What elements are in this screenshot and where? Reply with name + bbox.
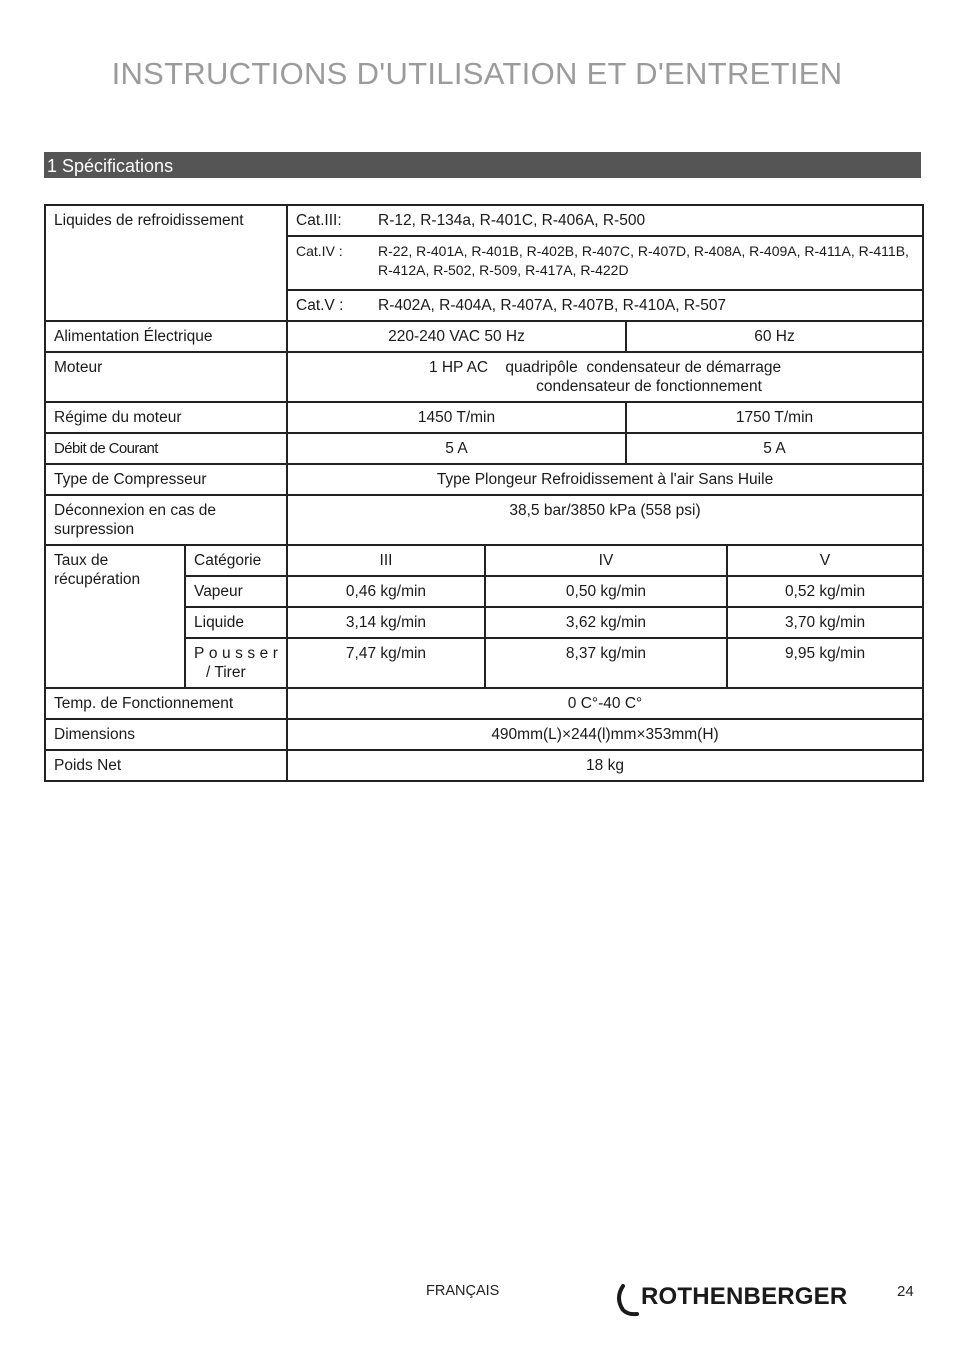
page-title: INSTRUCTIONS D'UTILISATION ET D'ENTRETIEN — [111, 56, 843, 91]
recovery-liquid-c4: 3,62 kg/min — [485, 607, 727, 638]
table-row — [45, 719, 923, 750]
power-60hz: 60 Hz — [626, 321, 923, 352]
recovery-vapor-c3: 0,46 kg/min — [287, 576, 485, 607]
speed-50hz: 1450 T/min — [287, 402, 626, 433]
recovery-header-label: Catégorie — [185, 545, 287, 576]
recovery-liquid-c5: 3,70 kg/min — [727, 607, 923, 638]
row-label-dimensions: Dimensions — [45, 719, 287, 750]
recovery-vapor-c5: 0,52 kg/min — [727, 576, 923, 607]
cat4-name: Cat.IV : — [296, 243, 343, 259]
table-row — [45, 402, 923, 433]
table-row — [45, 205, 923, 236]
row-label-cutoff: Déconnexion en cas de surpression — [45, 495, 287, 545]
recovery-vapor-c4: 0,50 kg/min — [485, 576, 727, 607]
row-label-temperature: Temp. de Fonctionnement — [45, 688, 287, 719]
logo-arc-icon — [613, 1280, 643, 1320]
row-label-weight: Poids Net — [45, 750, 287, 781]
row-label-motor: Moteur — [45, 352, 287, 402]
cat5-name: Cat.V : — [296, 297, 344, 314]
current-50hz: 5 A — [287, 433, 626, 464]
footer-language: FRANÇAIS — [426, 1283, 500, 1299]
recovery-pushpull-c5: 9,95 kg/min — [727, 638, 923, 688]
page-number: 24 — [897, 1283, 914, 1300]
cutoff-value: 38,5 bar/3850 kPa (558 psi) — [287, 495, 923, 545]
recovery-liquid-c3: 3,14 kg/min — [287, 607, 485, 638]
row-label-power: Alimentation Électrique — [45, 321, 287, 352]
weight-value: 18 kg — [287, 750, 923, 781]
motor-line-2: condensateur de fonctionnement — [536, 378, 762, 395]
table-row — [45, 495, 923, 545]
section-heading: 1 Spécifications — [44, 152, 921, 178]
speed-60hz: 1750 T/min — [626, 402, 923, 433]
cat5-list: R-402A, R-404A, R-407A, R-407B, R-410A, R-507 — [378, 297, 727, 314]
table-row — [45, 321, 923, 352]
pushpull-label-line-1: Pousser — [194, 645, 283, 662]
brand-name: ROTHENBERGER — [641, 1283, 848, 1310]
recovery-header-c4: IV — [485, 545, 727, 576]
specifications-table — [44, 204, 924, 782]
recovery-header-c5: V — [727, 545, 923, 576]
recovery-pushpull-c4: 8,37 kg/min — [485, 638, 727, 688]
table-row — [45, 433, 923, 464]
rothenberger-logo — [613, 1280, 858, 1320]
recovery-pushpull-c3: 7,47 kg/min — [287, 638, 485, 688]
row-label-refrigerants: Liquides de refroidissement — [45, 205, 287, 321]
cat4-cell — [287, 236, 923, 290]
dimensions-value: 490mm(L)×244(l)mm×353mm(H) — [287, 719, 923, 750]
cat3-name: Cat.III: — [296, 212, 342, 229]
table-row — [45, 688, 923, 719]
recovery-header-c3: III — [287, 545, 485, 576]
row-label-speed: Régime du moteur — [45, 402, 287, 433]
cat3-list: R-12, R-134a, R-401C, R-406A, R-500 — [378, 212, 646, 229]
cat3-cell — [287, 205, 923, 236]
recovery-liquid-label: Liquide — [185, 607, 287, 638]
table-row — [45, 352, 923, 402]
compressor-value: Type Plongeur Refroidissement à l'air Sans Huile — [287, 464, 923, 495]
motor-line-1: 1 HP AC quadripôle condensateur de démarrage — [428, 359, 782, 376]
recovery-pushpull-label — [185, 638, 287, 688]
current-60hz: 5 A — [626, 433, 923, 464]
recovery-vapor-label: Vapeur — [185, 576, 287, 607]
table-row — [45, 545, 923, 576]
motor-value — [287, 352, 923, 402]
cat4-list: R-22, R-401A, R-401B, R-402B, R-407C, R-407D, R-408A, R-409A, R-411A, R-411B, R-412A, R-502, R-509, R-417A, R-422D — [378, 243, 909, 278]
row-label-compressor: Type de Compresseur — [45, 464, 287, 495]
table-row — [45, 750, 923, 781]
power-50hz: 220-240 VAC 50 Hz — [287, 321, 626, 352]
table-row — [45, 464, 923, 495]
cat5-cell — [287, 290, 923, 321]
temperature-value: 0 C°-40 C° — [287, 688, 923, 719]
row-label-recovery: Taux de récupération — [45, 545, 185, 688]
pushpull-label-line-2: / Tirer — [206, 664, 246, 681]
row-label-current: Débit de Courant — [45, 433, 287, 464]
